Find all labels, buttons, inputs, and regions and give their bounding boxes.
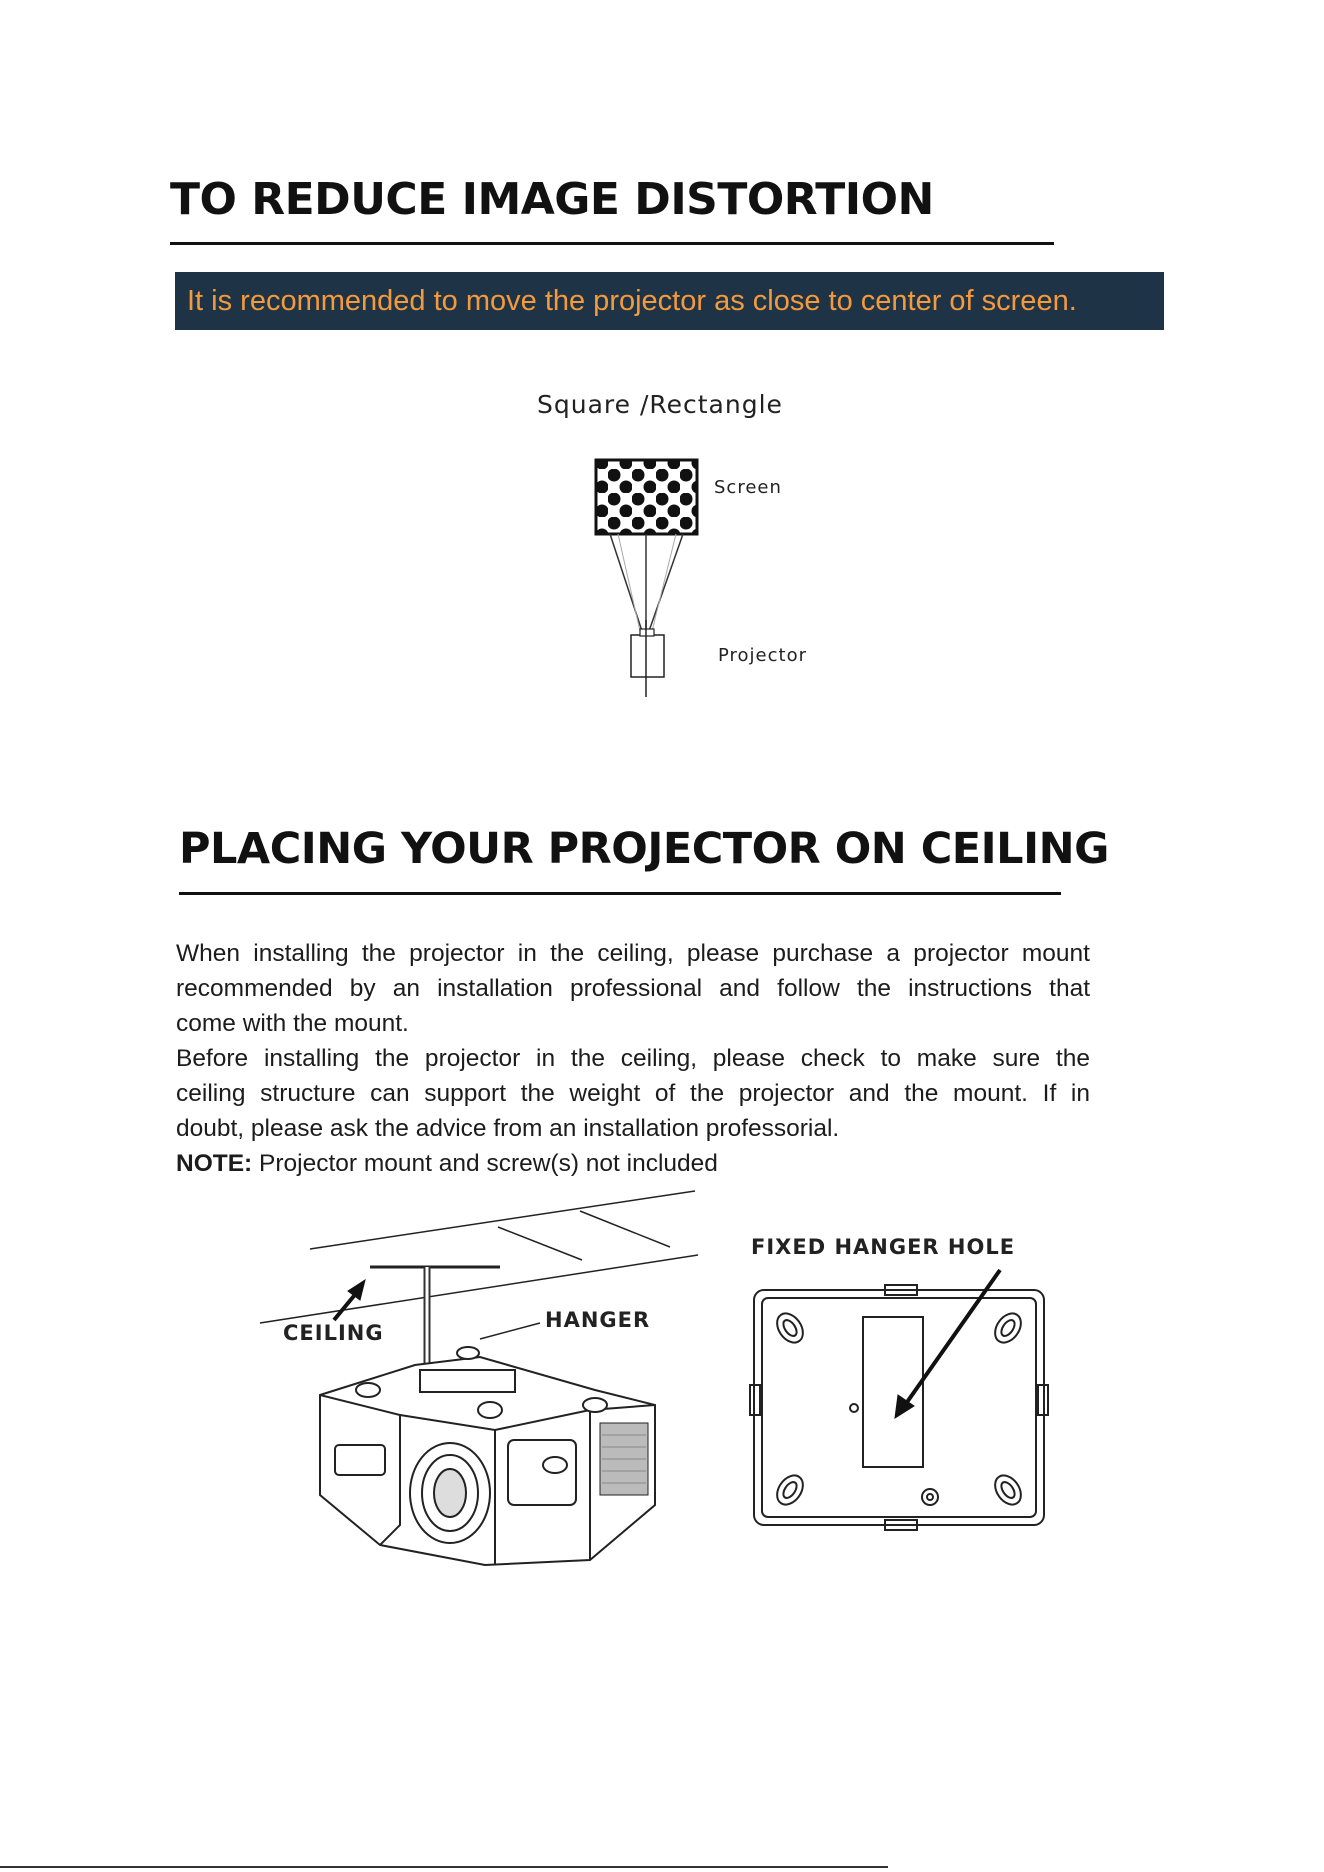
projector-bottom-view	[750, 1265, 1050, 1535]
title-underline	[179, 892, 1061, 895]
fixed-hanger-hole-label: FIXED HANGER HOLE	[751, 1235, 1016, 1259]
hole-arrow	[895, 1270, 1000, 1418]
screen-label: Screen	[714, 477, 782, 498]
paragraph-line: recommended by an installation professional and follow the instructions that	[176, 975, 1090, 1002]
ceiling-label: CEILING	[283, 1321, 384, 1345]
ceiling-arrow	[334, 1280, 365, 1320]
paragraph-line: doubt, please ask the advice from an installation professorial.	[176, 1115, 840, 1142]
section-title-ceiling: PLACING YOUR PROJECTOR ON CEILING	[179, 824, 1109, 874]
paragraph-mount	[176, 936, 1090, 1041]
paragraph-structure	[176, 1041, 1090, 1146]
title-underline	[170, 242, 1054, 245]
section-title-distortion: TO REDUCE IMAGE DISTORTION	[170, 174, 934, 225]
projector-shape	[631, 635, 664, 677]
paragraph-line: ceiling structure can support the weight of the projector and the mount. If in	[176, 1080, 1090, 1107]
paragraph-line: When installing the projector in the ceiling, please purchase a projector mount	[176, 940, 1090, 967]
footer-rule	[0, 1866, 888, 1868]
ceiling-mount-illustration	[250, 1185, 730, 1585]
note	[176, 1150, 718, 1178]
recommendation-banner: It is recommended to move the projector as close to center of screen.	[175, 272, 1164, 330]
note-text: Projector mount and screw(s) not included	[252, 1150, 718, 1177]
paragraph-line: Before installing the projector in the ceiling, please check to make sure the	[176, 1045, 1090, 1072]
screen-shape	[596, 460, 697, 534]
projector-label: Projector	[718, 645, 807, 666]
note-label: NOTE:	[176, 1150, 253, 1177]
hanger-label: HANGER	[545, 1308, 651, 1332]
diagram-heading: Square /Rectangle	[537, 390, 783, 419]
paragraph-line: come with the mount.	[176, 1010, 409, 1037]
